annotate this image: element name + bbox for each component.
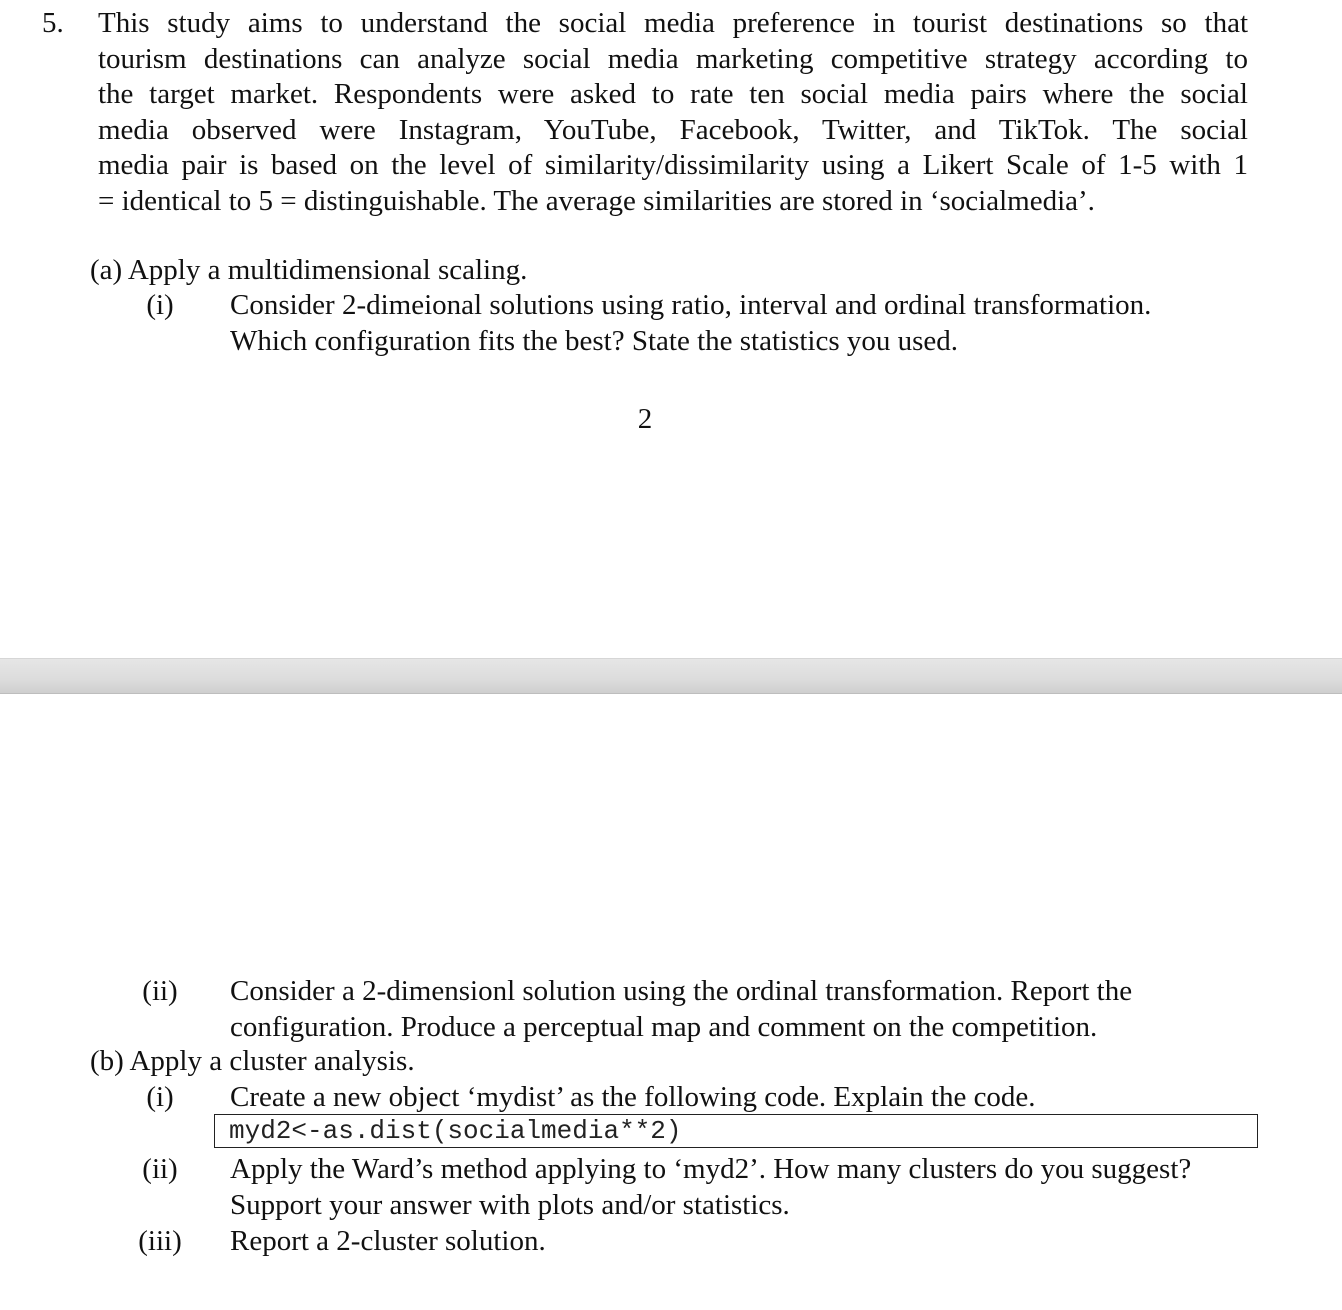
question-intro [98,6,1248,219]
page-break-divider [0,658,1342,694]
page-number: 2 [637,403,653,435]
text-line: Support your answer with plots and/or statistics. [230,1188,790,1221]
part-b-ii-label: (ii) [142,1153,178,1185]
code-box: myd2<-as.dist(socialmedia**2) [214,1114,1258,1148]
intro-line: media observed were Instagram, YouTube, Facebook, Twitter, and TikTok. The social [98,113,1248,146]
part-b-iii-text: Report a 2-cluster solution. [230,1225,546,1257]
part-a-ii-label: (ii) [142,975,178,1007]
part-b-i-label: (i) [146,1081,174,1113]
text-line: configuration. Produce a perceptual map and comment on the competition. [230,1010,1098,1043]
intro-line: This study aims to understand the social media preference in tourist destinations so that [98,7,1248,39]
part-b-ii-text [230,1152,1290,1223]
intro-line: tourism destinations can analyze social media marketing competitive strategy according to [98,42,1248,75]
part-a-i-label: (i) [146,289,174,321]
part-b-i-text: Create a new object ‘mydist’ as the following code. Explain the code. [230,1081,1036,1113]
text-line: Which configuration fits the best? State the statistics you used. [230,324,959,357]
part-a-i-text [230,288,1290,359]
part-b-heading: (b) Apply a cluster analysis. [90,1045,415,1077]
intro-line: the target market. Respondents were asked to rate ten social media pairs where the social [98,78,1248,110]
part-a-ii-text [230,974,1290,1045]
question-number: 5. [42,7,64,39]
part-a-heading: (a) Apply a multidimensional scaling. [90,254,528,286]
intro-line: media pair is based on the level of similarity/dissimilarity using a Likert Scale of 1-5 with 1 [98,149,1248,181]
text-line: Consider a 2-dimensionl solution using the ordinal transformation. Report the [230,975,1133,1007]
intro-line: = identical to 5 = distinguishable. The average similarities are stored in ‘socialmedia’. [98,184,1095,217]
text-line: Apply the Ward’s method applying to ‘myd2’. How many clusters do you suggest? [230,1153,1192,1185]
part-b-iii-label: (iii) [138,1225,182,1257]
text-line: Consider 2-dimeional solutions using ratio, interval and ordinal transformation. [230,289,1152,321]
